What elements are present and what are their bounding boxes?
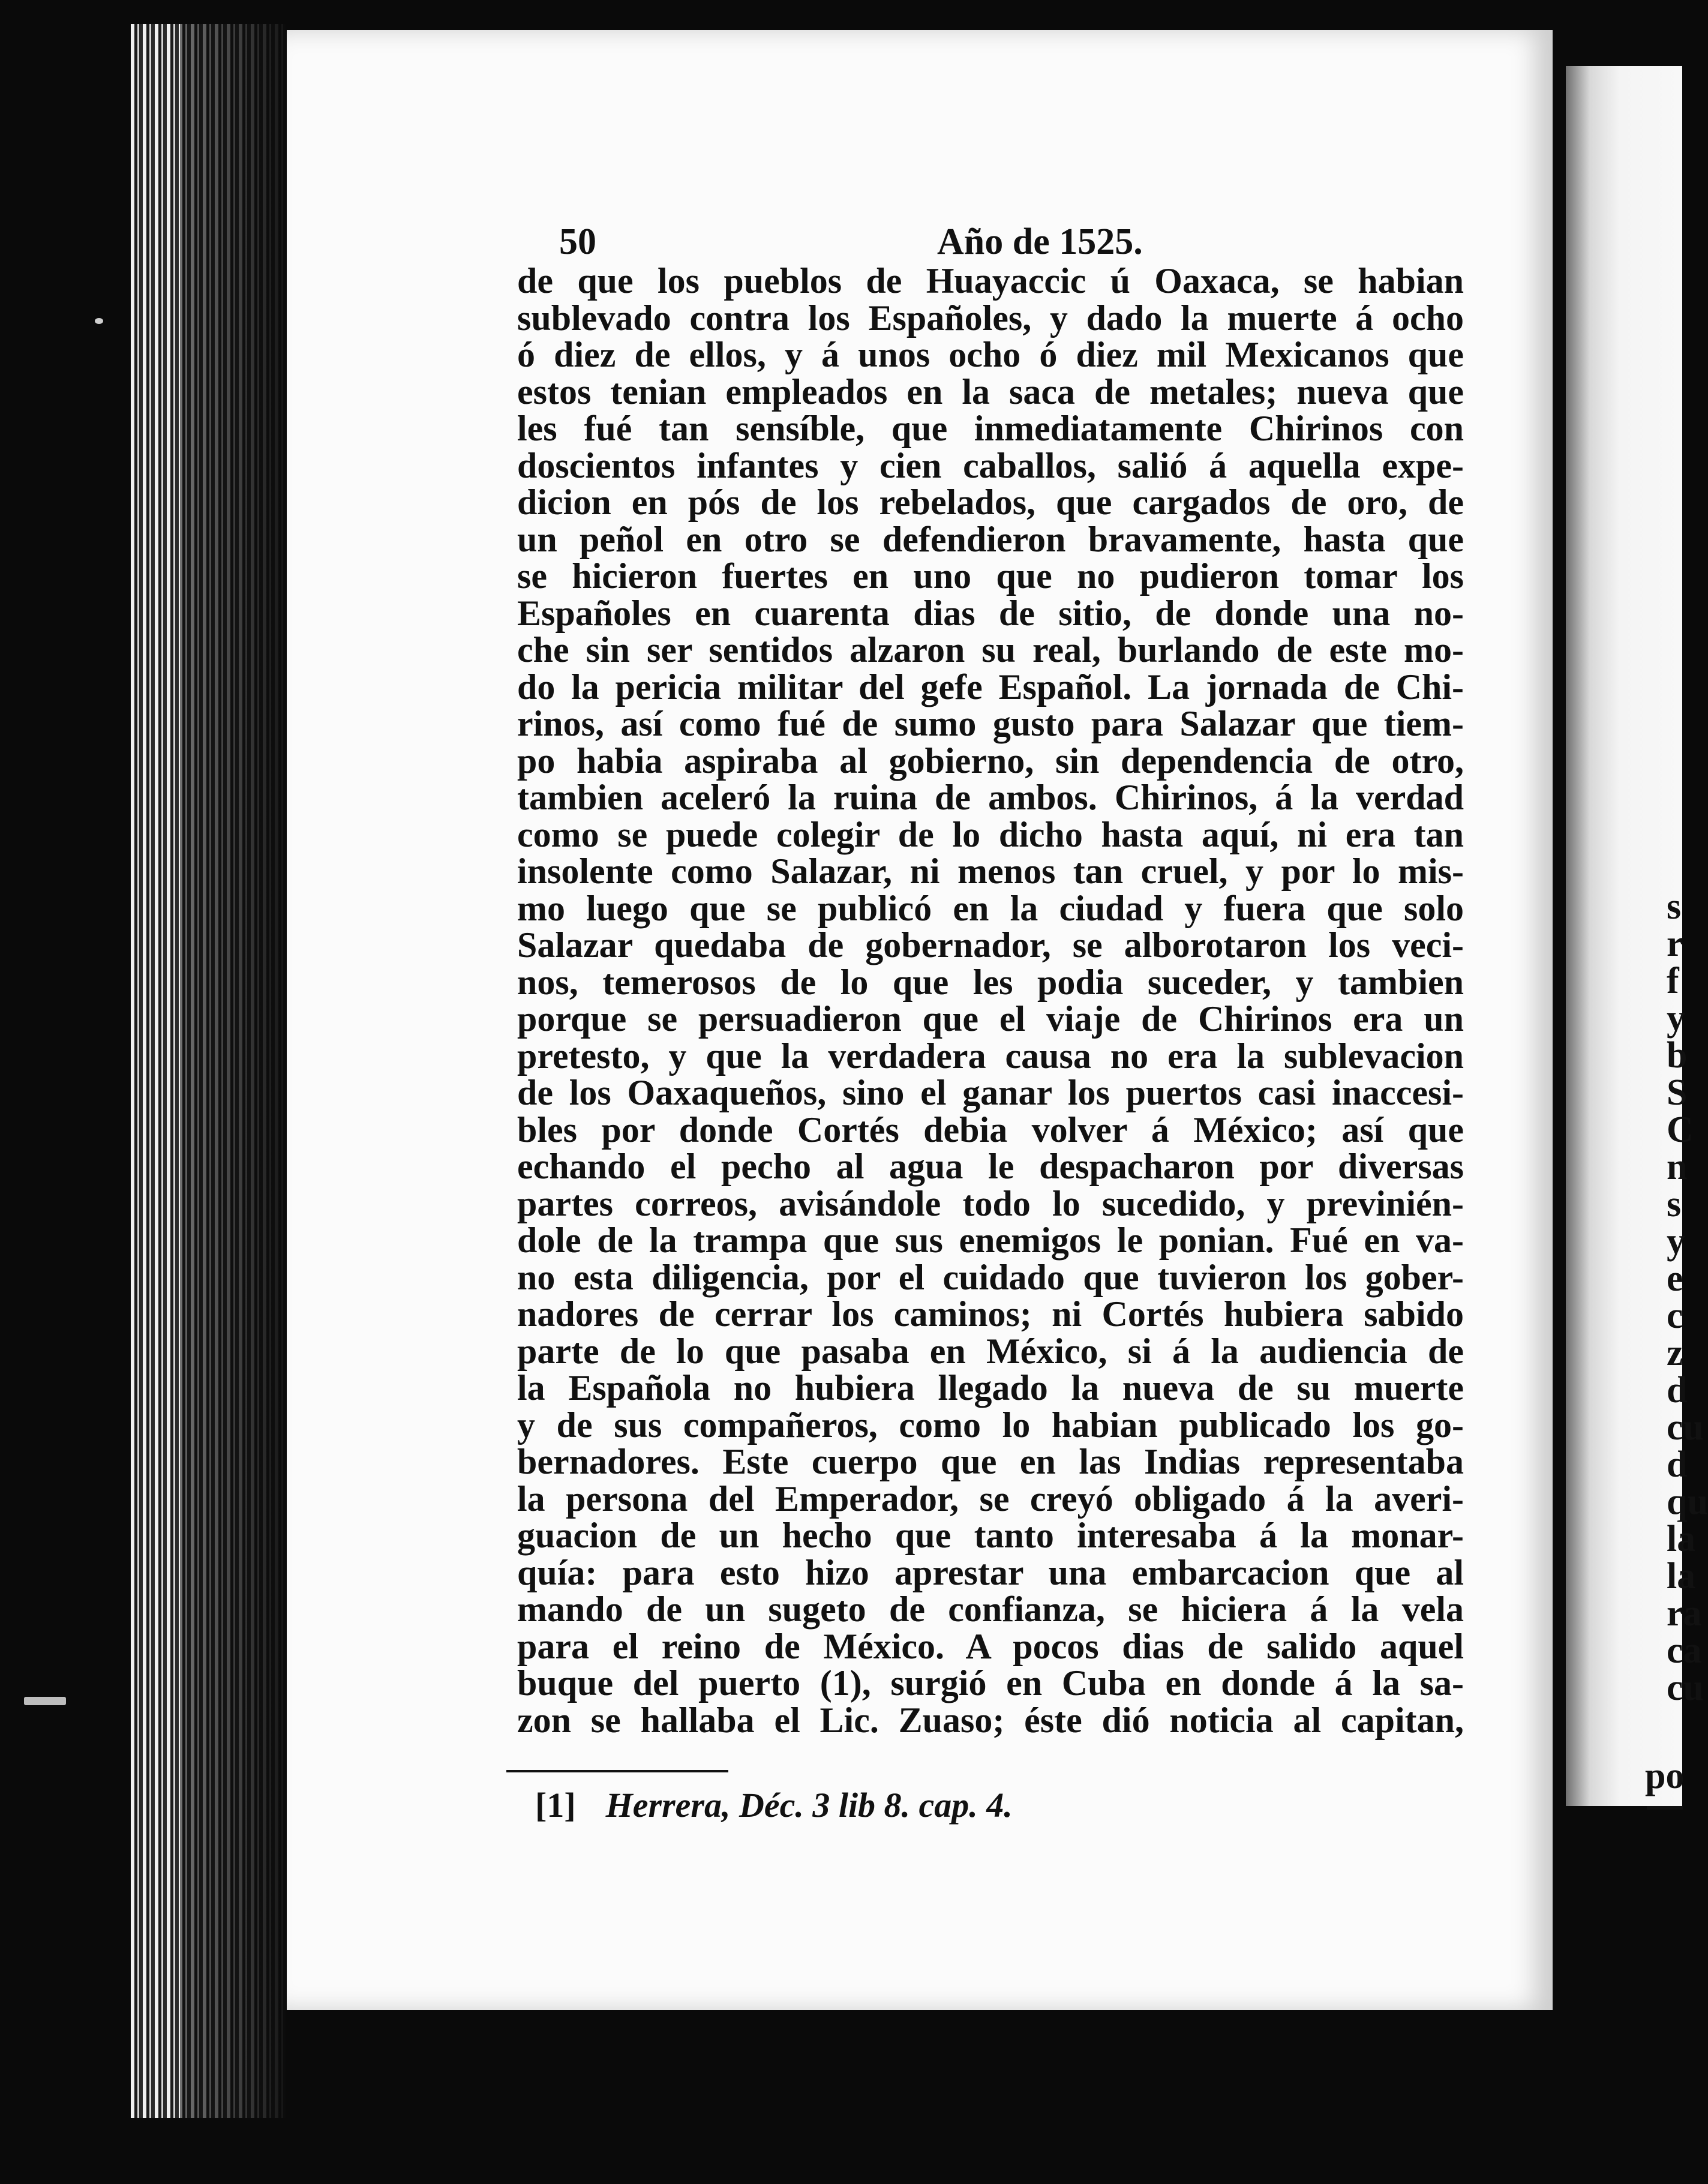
facing-page-fragment: s bbox=[1667, 1184, 1682, 1225]
text-line: doscientos infantes y cien caballos, salió á aquella expe- bbox=[517, 445, 1464, 485]
facing-page-fragment: cu bbox=[1667, 1407, 1704, 1448]
text-line: parte de lo que pasaba en México, si á la audiencia de bbox=[517, 1331, 1464, 1371]
text-line: quía: para esto hizo aprestar una embarcacion que al bbox=[517, 1552, 1464, 1592]
text-line: pretesto, y que la verdadera causa no era la sublevacion bbox=[517, 1036, 1464, 1076]
text-line: para el reino de México. A pocos dias de salido aquel bbox=[517, 1626, 1464, 1666]
text-line: echando el pecho al agua le despacharon por diversas bbox=[517, 1147, 1464, 1186]
scan-speck bbox=[95, 318, 103, 324]
facing-page-fragment: s bbox=[1667, 886, 1682, 927]
text-line: la Española no hubiera llegado la nueva de su muerte bbox=[517, 1368, 1464, 1408]
facing-page-fragment: y bbox=[1667, 1221, 1685, 1262]
text-line: zon se hallaba el Lic. Zuaso; éste dió noticia al capitan, bbox=[517, 1700, 1464, 1740]
text-line: ó diez de ellos, y á unos ocho ó diez mil Mexicanos que bbox=[517, 335, 1464, 374]
facing-page-fragment: r bbox=[1667, 923, 1683, 964]
facing-page-fragment: c bbox=[1667, 1295, 1683, 1336]
text-line: bles por donde Cortés debia volver á México; así que bbox=[517, 1109, 1464, 1150]
text-line: buque del puerto (1), surgió en Cuba en donde á la sa- bbox=[517, 1663, 1464, 1703]
text-line: Españoles en cuarenta dias de sitio, de donde una no- bbox=[517, 593, 1464, 633]
facing-page-fragment: d bbox=[1667, 1444, 1688, 1485]
facing-page-fragment: la bbox=[1667, 1519, 1696, 1559]
facing-page-fragment: f bbox=[1667, 961, 1679, 1001]
text-line: de que los pueblos de Huayaccic ú Oaxaca, se habian bbox=[517, 261, 1464, 301]
facing-page-fragment: e bbox=[1667, 1258, 1683, 1299]
text-line: po habia aspiraba al gobierno, sin dependencia de otro, bbox=[517, 740, 1464, 781]
text-line: la persona del Emperador, se creyó obligado á la averi- bbox=[517, 1478, 1464, 1519]
text-line: nadores de cerrar los caminos; ni Cortés hubiera sabido bbox=[517, 1294, 1464, 1334]
facing-page-fragment: S bbox=[1667, 1072, 1688, 1113]
text-line: che sin ser sentidos alzaron su real, burlando de este mo- bbox=[517, 630, 1464, 670]
facing-page-rule bbox=[1647, 1806, 1683, 1810]
text-line: mando de un sugeto de confianza, se hiciera á la vela bbox=[517, 1589, 1464, 1629]
text-line: les fué tan sensíble, que inmediatamente Chirinos con bbox=[517, 409, 1464, 448]
text-line: un peñol en otro se defendieron bravamente, hasta que bbox=[517, 519, 1464, 559]
facing-page-fragment: po bbox=[1645, 1756, 1685, 1796]
facing-page-fragment: b bbox=[1667, 1035, 1688, 1076]
text-line: partes correos, avisándole todo lo sucedido, y previnién- bbox=[517, 1183, 1464, 1223]
text-line: estos tenian empleados en la saca de metales; nueva que bbox=[517, 371, 1464, 412]
text-line: Salazar quedaba de gobernador, se alborotaron los veci- bbox=[517, 925, 1464, 965]
running-header bbox=[559, 221, 1459, 263]
page-number: 50 bbox=[559, 221, 596, 262]
facing-page bbox=[1566, 66, 1708, 1806]
text-line: dicion en pós de los rebelados, que cargados de oro, de bbox=[517, 482, 1464, 522]
facing-page-fragment: cu bbox=[1667, 1667, 1704, 1708]
text-line: no esta diligencia, por el cuidado que tuvieron los gober- bbox=[517, 1257, 1464, 1297]
text-line: do la pericia militar del gefe Español. La jornada de Chi- bbox=[517, 667, 1464, 707]
facing-page-fragment: n bbox=[1667, 1147, 1688, 1187]
page-edges-shadow bbox=[180, 24, 286, 2118]
text-line: tambien aceleró la ruina de ambos. Chirinos, á la verdad bbox=[517, 778, 1464, 817]
text-line: y de sus compañeros, como lo habian publicado los go- bbox=[517, 1405, 1464, 1445]
facing-page-fragment: qu bbox=[1667, 1481, 1708, 1522]
facing-page-fragment: la bbox=[1667, 1556, 1696, 1597]
footnote-citation: Herrera, Déc. 3 lib 8. cap. 4. bbox=[605, 1786, 1013, 1825]
footnote-rule bbox=[506, 1770, 728, 1772]
text-line: mo luego que se publicó en la ciudad y fuera que solo bbox=[517, 888, 1464, 928]
footnote-marker: [1] bbox=[535, 1786, 576, 1825]
scan-speck bbox=[24, 1697, 66, 1705]
text-line: porque se persuadieron que el viaje de Chirinos era un bbox=[517, 999, 1464, 1039]
text-line: rinos, así como fué de sumo gusto para Salazar que tiem- bbox=[517, 704, 1464, 743]
text-line: insolente como Salazar, ni menos tan cruel, y por lo mis- bbox=[517, 851, 1464, 891]
running-title: Año de 1525. bbox=[937, 221, 1143, 262]
text-line: se hicieron fuertes en uno que no pudieron tomar los bbox=[517, 556, 1464, 596]
text-line: bernadores. Este cuerpo que en las Indias representaba bbox=[517, 1442, 1464, 1481]
text-line: guacion de un hecho que tanto interesaba á la monar- bbox=[517, 1516, 1464, 1555]
text-line: de los Oaxaqueños, sino el ganar los puertos casi inaccesi- bbox=[517, 1073, 1464, 1112]
text-line: sublevado contra los Españoles, y dado la muerte á ocho bbox=[517, 298, 1464, 338]
facing-page-fragment: y bbox=[1667, 998, 1685, 1039]
text-line: dole de la trampa que sus enemigos le ponian. Fué en va- bbox=[517, 1220, 1464, 1260]
facing-page-fragment: ca bbox=[1667, 1630, 1702, 1671]
facing-page-fragment: z bbox=[1667, 1333, 1683, 1373]
facing-page-fragment: d bbox=[1667, 1370, 1688, 1411]
text-line: nos, temerosos de lo que les podia suceder, y tambien bbox=[517, 962, 1464, 1002]
facing-page-fragment: ra bbox=[1667, 1593, 1702, 1634]
footnote bbox=[535, 1785, 1013, 1825]
text-line: como se puede colegir de lo dicho hasta aquí, ni era tan bbox=[517, 814, 1464, 854]
body-text bbox=[517, 263, 1464, 1739]
facing-page-fragment: C bbox=[1667, 1109, 1694, 1150]
